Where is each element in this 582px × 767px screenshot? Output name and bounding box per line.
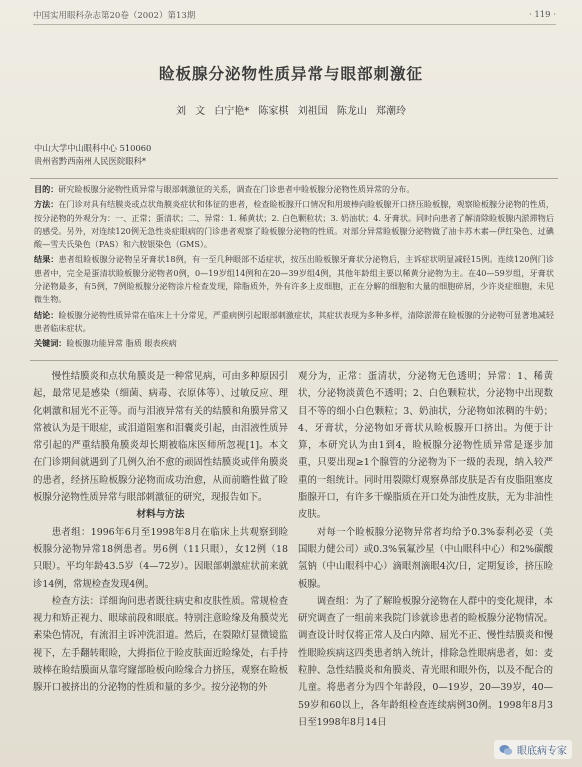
body-column-right (298, 368, 553, 731)
wechat-icon (499, 744, 513, 756)
body-column-left (33, 368, 288, 697)
author-list: 刘 文 白宁艳* 陈家棋 刘祖国 陈龙山 郑潮玲 (175, 106, 407, 117)
watermark-text: 眼底病专家 (517, 746, 567, 757)
page-number: · 119 · (528, 10, 556, 20)
abstract-keywords: 关键词：睑板腺功能异常 脂质 眼表疾病 (34, 338, 177, 349)
article-title: 睑板腺分泌物性质异常与眼部刺激征 (158, 65, 423, 83)
abstract-bottom-rule (30, 360, 558, 361)
abstract-top-rule (30, 178, 558, 179)
grading-paragraph: 观分为，正常：蛋清状，分泌物无色透明；异常：1、稀黄状，分泌物淡黄色不透明；2、白色颗粒状，分泌物中出现数目不等的细小白色颗粒；3、奶油状，分泌物如浓稠的牛奶；4、牙膏状，分泌物如牙膏状从睑板腺开口挤出。为便于计算，本研究认为由1到4，睑板腺分泌物性质异常是逐步加重，只要出现≥1个腺管的分泌物为下一级的表现，纳入较严重的一组统计。同时用裂隙灯观察鼻部皮肤是否有皮脂阻塞皮脂腺开口，有许多干燥脂质在开口处为油性皮肤，无为非油性皮肤。 (298, 371, 553, 521)
abstract (34, 183, 554, 353)
running-head (33, 6, 556, 25)
abstract-objective: 目的：研究睑板腺分泌物性质异常与眼部刺激征的关系，调查在门诊患者中睑板腺分泌物性质异常的分布。 (34, 184, 415, 194)
affiliation-2: 贵州省黔西南州人民医院眼科* (34, 156, 147, 166)
abstract-conclusion: 结论：睑板腺分泌物性质异常在临床上十分常见，严重病例引起眼部刺激症状，其症状表现为多种多样，清除淤滞在睑板腺的分泌物可显著地减轻患者临床症状。 (34, 309, 554, 333)
survey-paragraph: 调查组：为了了解睑板腺分泌物在人群中的变化规律，本研究调查了一组前来我院门诊就诊患者的睑板腺分泌物情况。调查设计时仅将正常人及白内障、屈光不正、慢性结膜炎和慢性眼睑疾病这四类患者纳入统计，排除急性眼病患者，如：麦粒肿、急性结膜炎和角膜炎、青光眼和眼外伤，以及不配合的儿童。将患者分为四个年龄段，0—19岁，20—39岁，40—59岁和60以上，各年龄组检查连续病例30例。1998年8月3日至1998年8月14日 (298, 595, 553, 728)
section-heading: 材料与方法 (136, 509, 185, 521)
patients-paragraph: 患者组：1996年6月至1998年8月在临床上共观察到睑板腺分泌物异常18例患者。男6例（11只眼），女12例（18只眼）。平均年龄43.5岁（4—72岁）。因眼部刺激症状前来就诊14例，常规检查发现4例。 (33, 526, 288, 590)
abstract-results: 结果：患者组睑板腺分泌物呈牙膏状18例，有一至几种眼部不适症状，按压出睑板腺牙膏状分泌物后，主诉症状明显减轻15例。连续120例门诊患者中，完全是蛋清状睑板腺分泌物者0例，0—19岁组14例和在20—39岁组4例，其他年龄组主要以稀黄分泌物为主。在40—59岁组，牙膏状分泌物最多，有5例，7例睑板腺分泌物涂片检查发现，除脂质外，外有许多上皮细胞，正在分解的细胞和大量的细胞碎屑，少许炎症细胞，未见微生物。 (34, 254, 554, 305)
intro-paragraph: 慢性结膜炎和点状角膜炎是一种常见病，可由多种原因引起，最常见是感染（细菌、病毒、衣原体等）、过敏反应、理化刺激和屈光不正等。而与泪液异常有关的结膜和角膜异常又常被认为是干眼症，或泪道阻塞和泪囊炎引起，由泪液性质异常引起的严重结膜角膜炎却长期被临床医师所忽视[1]。本文在门诊期间就遇到了几例久治不愈的顽固性结膜炎或伴角膜炎的患者，经挤压睑板腺分泌物而成功治愈，从而前瞻性做了睑板腺分泌物性质异常与眼部刺激征的研究，现报告如下。 (33, 371, 288, 504)
journal-citation: 中国实用眼科杂志第20卷（2002）第13期 (33, 11, 196, 21)
wechat-watermark (494, 740, 572, 759)
abstract-methods: 方法：在门诊对具有结膜炎或点状角膜炎症状和体征的患者，检查睑板腺开口情况和用玻棒向睑板腺开口挤压睑板腺，观察睑板腺分泌物的性质，按分泌物的外观分为：一、正常；蛋清状；二、异常：1. 稀黄状；2. 白色颗粒状；3. 奶油状；4. 牙膏状。同时向患者了解清除睑板腺内淤滞物后的感受。另外，对连续120例无急性炎症眼病的门诊患者观察了睑板腺分泌物的性质。对部分异常睑板腺分泌物做了油卡苏木素—伊红染色、过碘酸—雪夫氏染色（PAS）和六胺银染色（GMS）。 (34, 199, 554, 250)
affiliations (34, 142, 151, 168)
methods-paragraph: 检查方法：详细询问患者既往病史和皮肤性质。常规检查视力和矫正视力、眼球前段和眼底。特别注意睑缘及角膜荧光素染色情况，有流泪主诉冲洗泪道。然后，在裂隙灯显微镜监视下，左手翻转眼睑，大拇指位于睑皮肤面近睑缘处，右手持玻棒在睑结膜面从靠穹窿部睑板向睑缘合力挤压，观察在睑板腺开口被挤出的分泌物的性质和量的多少。按分泌物的外 (33, 595, 288, 694)
treatment-paragraph: 对每一个睑板腺分泌物异常者均给予0.3%泰利必妥（美国眼力健公司）或0.3%氧氟沙星（中山眼科中心）和2%碳酸氢钠（中山眼科中心）滴眼剂滴眼4次/日，定期复诊，挤压睑板腺。 (298, 526, 553, 590)
affiliation-1: 中山大学中山眼科中心 510060 (34, 143, 152, 153)
